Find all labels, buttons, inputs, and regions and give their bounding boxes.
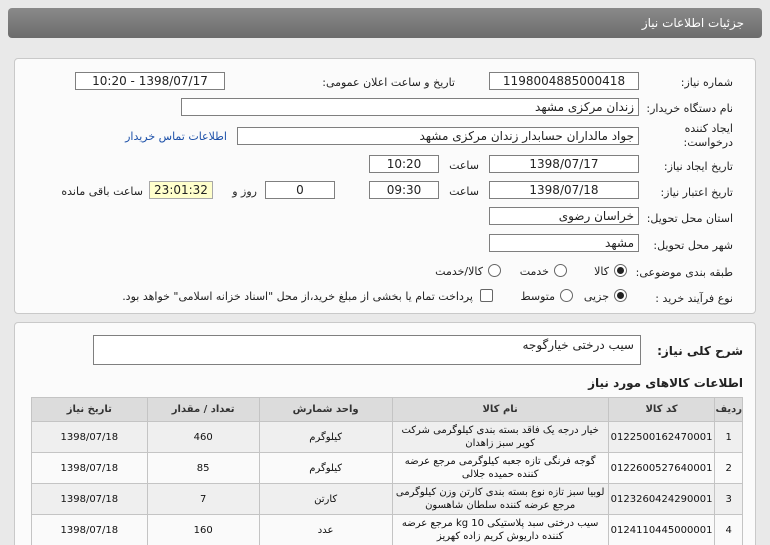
goods-unit: عدد	[259, 515, 392, 545]
category-service-radio[interactable]	[554, 264, 567, 277]
page-header	[8, 8, 762, 38]
goods-need-date: 1398/07/18	[32, 515, 148, 545]
col-row-number: ردیف	[715, 398, 743, 422]
need-number-field: 1198004885000418	[489, 72, 639, 90]
category-both-label: کالا/خدمت	[435, 265, 483, 278]
goods-table-header	[32, 398, 743, 422]
summary-label: شرح کلی نیاز:	[657, 344, 743, 358]
goods-quantity: 85	[147, 453, 259, 484]
validity-date-label: تاریخ اعتبار نیاز:	[660, 186, 733, 199]
days-label: روز و	[232, 185, 257, 198]
goods-need-date: 1398/07/18	[32, 453, 148, 484]
goods-name: گوجه فرنگی تازه جعبه کیلوگرمی مرجع عرضه کننده حمیده جلالی	[392, 453, 608, 484]
goods-quantity: 7	[147, 484, 259, 515]
goods-table	[31, 397, 743, 545]
goods-section-title: اطلاعات کالاهای مورد نیاز	[588, 376, 743, 390]
need-number-label: شماره نیاز:	[680, 76, 733, 89]
process-medium-radio[interactable]	[560, 289, 573, 302]
city-label: شهر محل تحویل:	[653, 239, 733, 252]
row-number: 3	[715, 484, 743, 515]
create-time-label: ساعت	[449, 159, 479, 172]
goods-name: خیار درجه یک فاقد بسته بندی کیلوگرمی شرکت کویر سبز زاهدان	[392, 422, 608, 453]
create-date-label: تاریخ ایجاد نیاز:	[663, 160, 733, 173]
need-details-panel	[14, 58, 756, 314]
process-minor-radio[interactable]	[614, 289, 627, 302]
col-quantity: تعداد / مقدار	[147, 398, 259, 422]
table-row	[32, 422, 743, 453]
goods-quantity: 460	[147, 422, 259, 453]
table-row	[32, 515, 743, 545]
summary-field: سیب درختی خیارگوجه	[93, 335, 641, 365]
goods-code: 0122500162470001	[608, 422, 715, 453]
goods-name: سیب درختی سبد پلاستیکی 10 kg مرجع عرضه کننده داریوش کریم زاده کهریز	[392, 515, 608, 545]
process-type-label: نوع فرآیند خرید :	[655, 292, 733, 305]
remaining-time-field: 23:01:32	[149, 181, 213, 199]
treasury-payment-checkbox[interactable]	[480, 289, 493, 302]
row-number: 1	[715, 422, 743, 453]
goods-name: لوبیا سبز تازه نوع بسته بندی کارتن وزن کیلوگرمی مرجع عرضه کننده سلطان شاهسون	[392, 484, 608, 515]
province-label: استان محل تحویل:	[646, 212, 733, 225]
category-goods-radio[interactable]	[614, 264, 627, 277]
goods-panel	[14, 322, 756, 545]
row-number: 4	[715, 515, 743, 545]
province-field: خراسان رضوی	[489, 207, 639, 225]
table-row	[32, 484, 743, 515]
col-goods-code: کد کالا	[608, 398, 715, 422]
process-minor-label: جزیی	[583, 290, 609, 303]
table-row	[32, 453, 743, 484]
validity-time-label: ساعت	[449, 185, 479, 198]
city-field: مشهد	[489, 234, 639, 252]
goods-code: 0122600527640001	[608, 453, 715, 484]
category-label: طبقه بندی موضوعی:	[635, 266, 733, 279]
buyer-contact-link[interactable]: اطلاعات تماس خریدار	[125, 130, 227, 143]
announce-date-label: تاریخ و ساعت اعلان عمومی:	[322, 76, 455, 89]
goods-code: 0123260424290001	[608, 484, 715, 515]
row-number: 2	[715, 453, 743, 484]
category-service-label: خدمت	[519, 265, 549, 278]
goods-unit: کیلوگرم	[259, 422, 392, 453]
buyer-org-field: زندان مرکزی مشهد	[181, 98, 639, 116]
create-time-field: 10:20	[369, 155, 439, 173]
col-need-date: تاریخ نیاز	[32, 398, 148, 422]
validity-time-field: 09:30	[369, 181, 439, 199]
goods-need-date: 1398/07/18	[32, 484, 148, 515]
goods-need-date: 1398/07/18	[32, 422, 148, 453]
remaining-days-field: 0	[265, 181, 335, 199]
create-date-field: 1398/07/17	[489, 155, 639, 173]
requester-field: جواد مالداران حسابدار زندان مرکزی مشهد	[237, 127, 639, 145]
validity-date-field: 1398/07/18	[489, 181, 639, 199]
category-goods-label: کالا	[594, 265, 609, 278]
goods-unit: کارتن	[259, 484, 392, 515]
remaining-time-label: ساعت باقی مانده	[61, 185, 143, 198]
category-both-radio[interactable]	[488, 264, 501, 277]
col-goods-name: نام کالا	[392, 398, 608, 422]
goods-code: 0124110445000001	[608, 515, 715, 545]
treasury-payment-note: پرداخت تمام یا بخشی از مبلغ خرید،از محل "اسناد خزانه اسلامی" خواهد بود.	[122, 290, 473, 303]
process-medium-label: متوسط	[520, 290, 555, 303]
requester-label: ایجاد کننده درخواست:	[683, 122, 733, 149]
col-unit: واحد شمارش	[259, 398, 392, 422]
announce-date-field: 1398/07/17 - 10:20	[75, 72, 225, 90]
page-title: جزئیات اطلاعات نیاز	[641, 16, 744, 30]
goods-unit: کیلوگرم	[259, 453, 392, 484]
goods-quantity: 160	[147, 515, 259, 545]
buyer-org-label: نام دستگاه خریدار:	[646, 102, 733, 115]
